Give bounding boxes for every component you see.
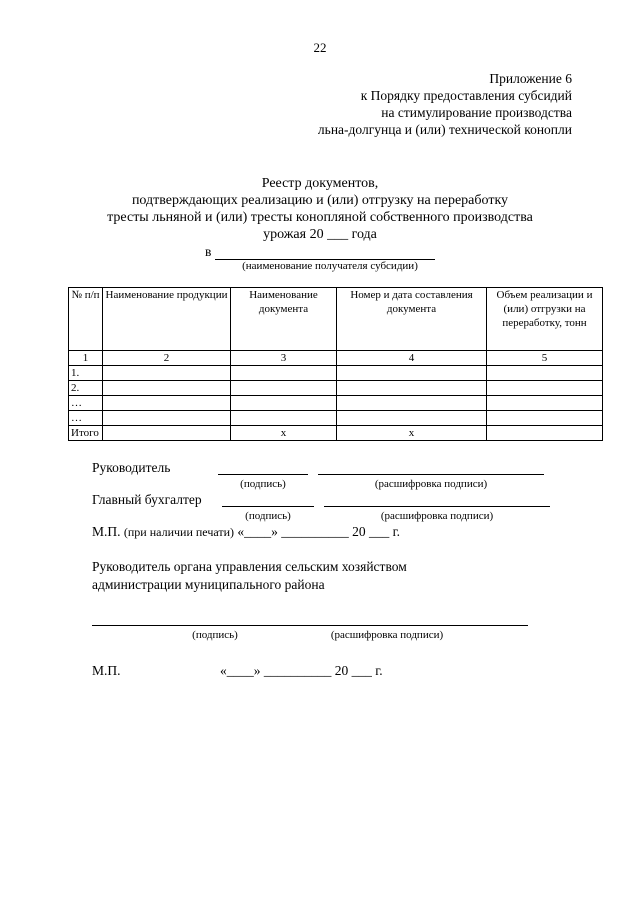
recipient-blank-line [215, 246, 435, 260]
row-index: … [69, 411, 103, 426]
table-cell [103, 381, 231, 396]
signature-caption: (подпись) [245, 510, 291, 522]
table-cell [103, 366, 231, 381]
row-index: 1. [69, 366, 103, 381]
chief-accountant-label: Главный бухгалтер [92, 492, 202, 507]
table-cell [231, 381, 337, 396]
signature-caption: (подпись) [192, 629, 238, 641]
column-number: 1 [69, 351, 103, 366]
table-cell [337, 396, 487, 411]
column-header: Номер и дата составления документа [337, 288, 487, 351]
appendix-line: Приложение 6 [489, 71, 572, 86]
table-cell [231, 411, 337, 426]
column-number: 4 [337, 351, 487, 366]
registry-table [68, 287, 603, 441]
table-row [69, 366, 603, 381]
seal-label: М.П. [92, 663, 121, 678]
total-cell: x [231, 426, 337, 441]
signature-caption: (подпись) [240, 478, 286, 490]
table-cell [231, 366, 337, 381]
recipient-caption: (наименование получателя субсидии) [242, 260, 418, 272]
head-signature-line [218, 474, 308, 475]
table-row [69, 381, 603, 396]
column-number: 3 [231, 351, 337, 366]
authority-signature-line [92, 625, 528, 626]
seal-row [92, 524, 400, 540]
decoding-caption: (расшифровка подписи) [380, 510, 494, 522]
authority-head-block [92, 558, 407, 594]
row-index: … [69, 396, 103, 411]
page-number: 22 [313, 40, 327, 55]
table-cell [103, 411, 231, 426]
table-cell [487, 366, 603, 381]
column-number: 2 [103, 351, 231, 366]
column-number: 5 [487, 351, 603, 366]
head-decoding-line [318, 474, 544, 475]
total-cell [487, 426, 603, 441]
date-field: «____» __________ 20 ___ г. [220, 663, 383, 678]
appendix-header [318, 70, 572, 138]
column-header: Объем реализации и (или) отгрузки на переработку, тонн [487, 288, 603, 351]
table-cell [487, 396, 603, 411]
seal-note: (при наличии печати) [123, 525, 235, 539]
table-row [69, 411, 603, 426]
recipient-prefix: в [205, 244, 212, 259]
column-header: Наименование продукции [103, 288, 231, 351]
total-cell [103, 426, 231, 441]
table-cell [231, 396, 337, 411]
table-cell [337, 381, 487, 396]
row-index: 2. [69, 381, 103, 396]
table-cell [103, 396, 231, 411]
column-header: Наименование документа [231, 288, 337, 351]
total-cell: x [337, 426, 487, 441]
authority-head-line: администрации муниципального района [92, 577, 325, 592]
recipient-field [205, 244, 435, 260]
appendix-line: на стимулирование производства [381, 105, 572, 120]
title-line: тресты льняной и (или) тресты конопляной собственного производства [107, 210, 533, 225]
accountant-signature-line [222, 506, 314, 507]
decoding-caption: (расшифровка подписи) [330, 629, 444, 641]
decoding-caption: (расшифровка подписи) [374, 478, 488, 490]
title-line: Реестр документов, [261, 176, 379, 191]
table-header-row [69, 288, 603, 351]
document-title [60, 175, 580, 243]
table-cell [487, 381, 603, 396]
accountant-decoding-line [324, 506, 550, 507]
table-row [69, 396, 603, 411]
total-row [69, 426, 603, 441]
appendix-line: к Порядку предоставления субсидий [360, 88, 572, 103]
total-label: Итого [69, 426, 103, 441]
column-header: № п/п [69, 288, 103, 351]
table-cell [487, 411, 603, 426]
seal-label: М.П. [92, 524, 121, 539]
table-cell [337, 411, 487, 426]
title-line: подтверждающих реализацию и (или) отгрузку на переработку [131, 193, 509, 208]
column-number-row [69, 351, 603, 366]
authority-head-line: Руководитель органа управления сельским хозяйством [92, 559, 407, 574]
head-label: Руководитель [92, 460, 171, 475]
title-line: урожая 20 ___ года [263, 227, 377, 242]
appendix-line: льна-долгунца и (или) технической конопли [317, 122, 572, 137]
table-cell [337, 366, 487, 381]
date-field: «____» __________ 20 ___ г. [237, 524, 401, 539]
